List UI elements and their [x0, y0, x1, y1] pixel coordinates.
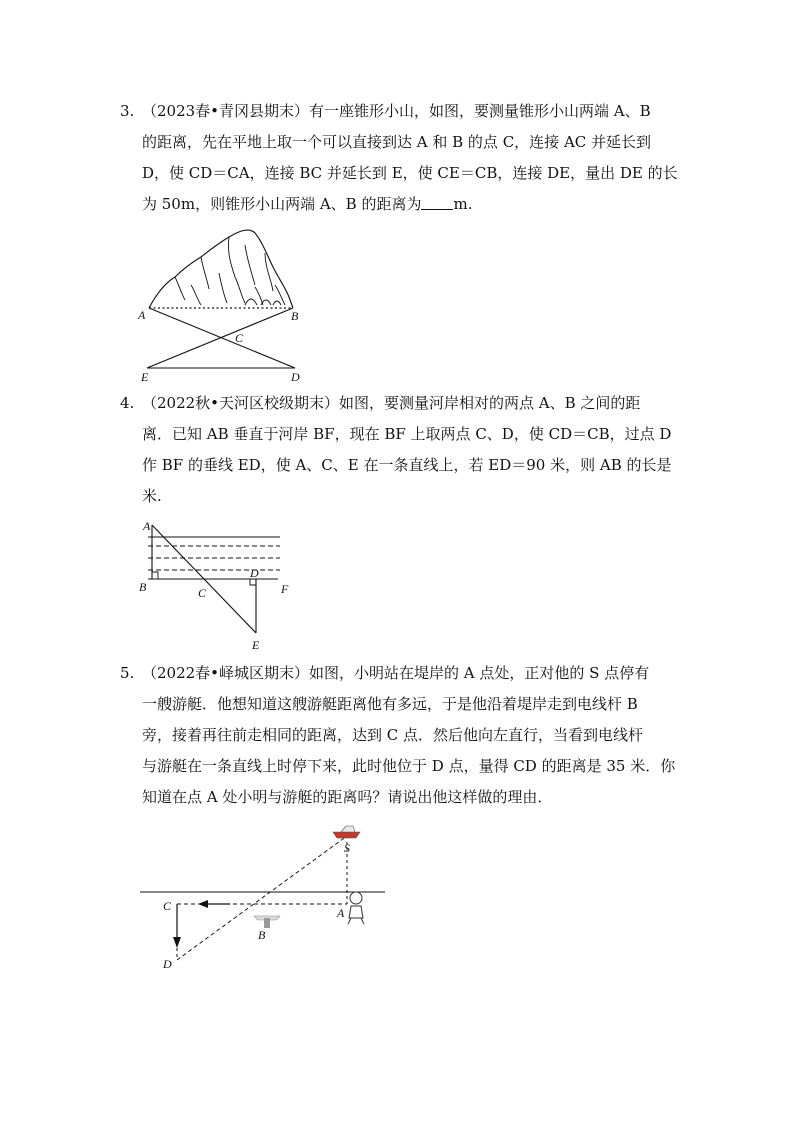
- problem-4-line-2: 离．已知 AB 垂直于河岸 BF，现在 BF 上取两点 C、D，使 CD＝CB，过点 D: [142, 425, 672, 443]
- figure-river: [138, 515, 298, 655]
- problem-number: 4.: [120, 394, 135, 412]
- arrow-left-head: [198, 900, 208, 908]
- label-D: D: [291, 370, 300, 384]
- label-E: E: [141, 370, 149, 384]
- problem-4-line-1: [120, 388, 680, 419]
- problem-source: （2022秋•天河区校级期末）: [142, 394, 340, 412]
- person-icon: [348, 892, 364, 924]
- label-B: B: [291, 309, 299, 323]
- label-D: D: [163, 957, 172, 971]
- problem-5-line-3: 旁，接着再往前走相同的距离，达到 C 点．然后他向左直行，当看到电线杆: [142, 726, 644, 744]
- problem-3: [120, 96, 680, 220]
- problem-4: [120, 388, 680, 512]
- label-C: C: [163, 899, 172, 913]
- problem-source: （2022春•峄城区期末）: [142, 664, 310, 682]
- label-B: B: [139, 580, 147, 594]
- yacht-icon: [333, 826, 360, 838]
- answer-unit: m.: [453, 195, 473, 213]
- figure-mountain: [135, 225, 310, 385]
- problem-4-line-3: 作 BF 的垂线 ED，使 A、C、E 在一条直线上，若 ED＝90 米，则 AB 的长是: [142, 456, 672, 474]
- label-E: E: [252, 638, 260, 652]
- problem-3-line-2: 的距离，先在平地上取一个可以直接到达 A 和 B 的点 C，连接 AC 并延长到: [142, 133, 652, 151]
- mountain-outline: [149, 230, 293, 308]
- figure-yacht: [140, 820, 390, 975]
- problem-5-line-4: 与游艇在一条直线上时停下来，此时他位于 D 点，量得 CD 的距离是 35 米．你: [142, 757, 676, 775]
- right-angle-B: [152, 572, 158, 579]
- problem-3-line-1: [120, 96, 680, 127]
- problem-3-line-4: [120, 189, 680, 220]
- utility-pole-icon: [254, 916, 280, 928]
- segment-BE: [147, 308, 293, 368]
- answer-blank: [421, 195, 453, 210]
- label-C: C: [198, 586, 207, 600]
- problem-3-line-3: D，使 CD＝CA，连接 BC 并延长到 E，使 CE＝CB，连接 DE，量出 DE 的长: [142, 164, 678, 182]
- problem-5-line-2: 一艘游艇．他想知道这艘游艇距离他有多远，于是他沿着堤岸走到电线杆 B: [142, 695, 638, 713]
- problem-5-line-5: 知道在点 A 处小明与游艇的距离吗？请说出他这样做的理由．: [142, 788, 553, 806]
- arrow-down-head: [173, 937, 181, 948]
- problem-text: 如图，要测量河岸相对的两点 A、B 之间的距: [339, 394, 641, 412]
- segment-AD: [149, 308, 295, 368]
- problem-source: （2023春•青冈县期末）: [142, 102, 310, 120]
- mountain-ridges: [175, 237, 285, 305]
- label-A: A: [138, 308, 146, 322]
- problem-text: 如图，小明站在堤岸的 A 点处，正对他的 S 点停有: [309, 664, 650, 682]
- label-C: C: [235, 331, 244, 345]
- problem-text: 有一座锥形小山，如图，要测量锥形小山两端 A、B: [309, 102, 651, 120]
- problem-4-line-4: 米.: [142, 487, 162, 505]
- problem-5-line-1: [120, 658, 680, 689]
- problem-number: 5.: [120, 664, 135, 682]
- label-B: B: [258, 928, 266, 942]
- problem-text: 为 50m，则锥形小山两端 A、B 的距离为: [142, 195, 422, 213]
- label-A: A: [143, 519, 151, 533]
- label-A: A: [337, 906, 345, 920]
- problem-number: 3.: [120, 102, 135, 120]
- label-F: F: [281, 582, 289, 596]
- label-D: D: [250, 566, 259, 580]
- label-S: S: [344, 841, 350, 855]
- problem-5: [120, 658, 680, 813]
